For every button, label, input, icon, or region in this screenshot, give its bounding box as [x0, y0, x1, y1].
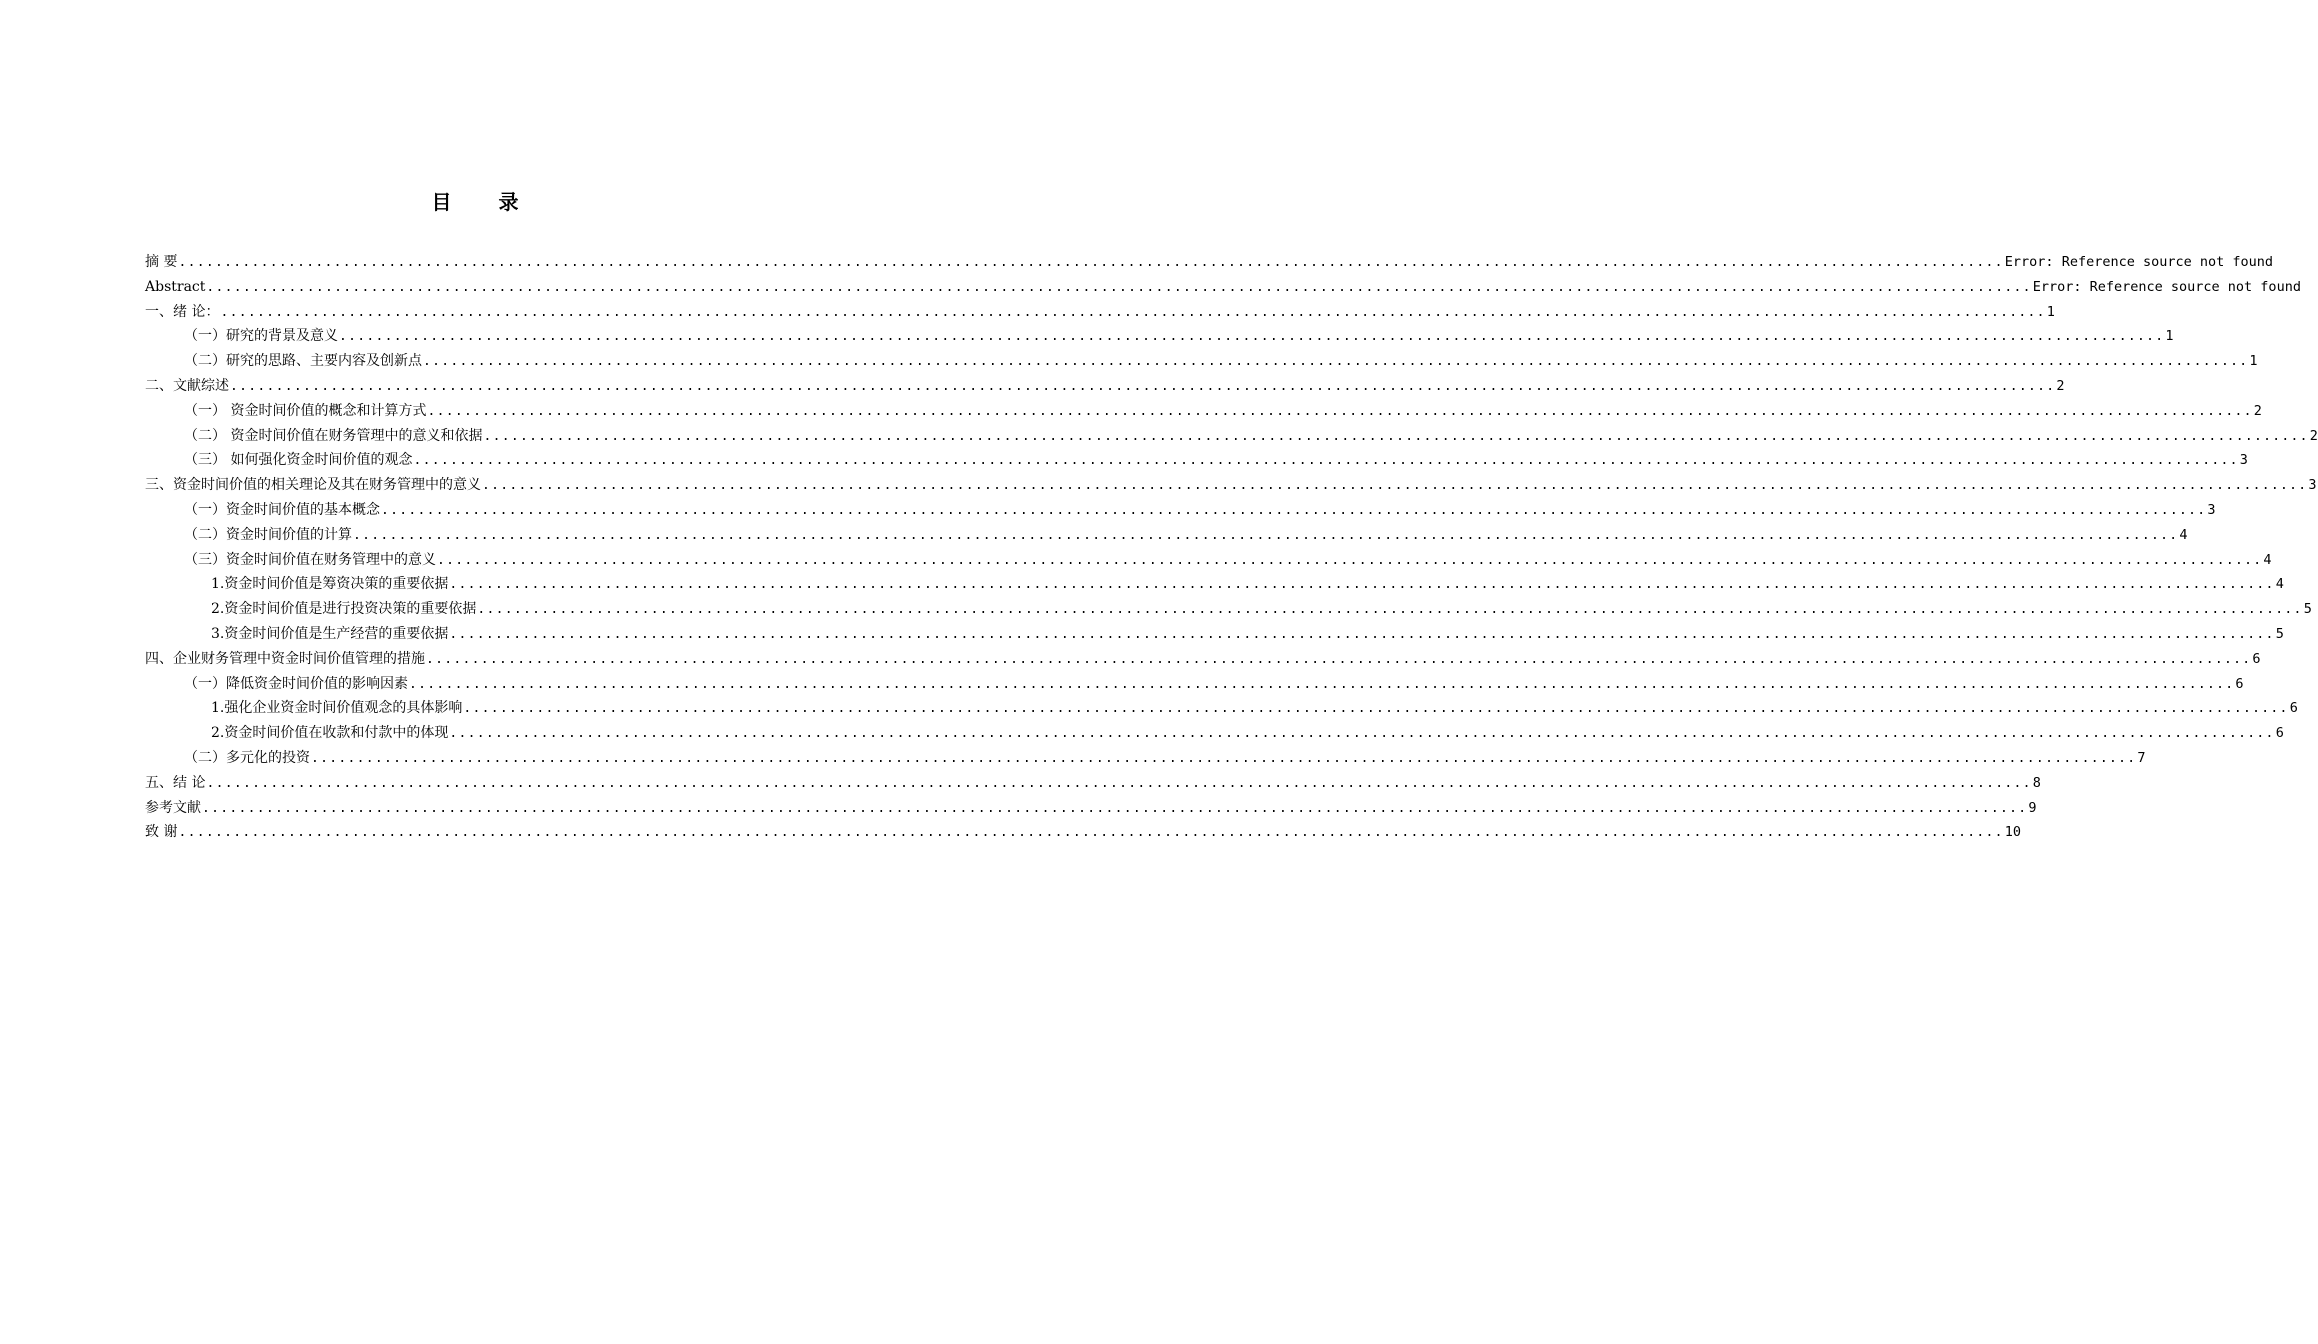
toc-entry-page-number: 6 [2235, 675, 2244, 692]
dot-leader: ........................................................................................................................................................................................................ [426, 651, 2252, 667]
dot-leader: ........................................................................................................................................................................................................ [449, 626, 2275, 642]
toc-entry-page-number: 10 [2004, 824, 2022, 841]
toc-entry-page-number: 3 [2308, 477, 2317, 494]
toc-entry[interactable] [145, 300, 2055, 325]
toc-entry[interactable] [145, 721, 2284, 746]
dot-leader: ........................................................................................................................................................................................................ [427, 403, 2253, 419]
toc-entry-page-number: 3 [2239, 452, 2248, 469]
toc-entry-page-number: 2 [2253, 402, 2262, 419]
dot-leader: ........................................................................................................................................................................................................ [423, 354, 2249, 370]
dot-leader: ........................................................................................................................................................................................................ [381, 502, 2207, 518]
dot-leader: ........................................................................................................................................................................................................ [230, 378, 2056, 394]
toc-entry[interactable] [145, 771, 2041, 796]
dot-leader: ........................................................................................................................................................................................................ [413, 453, 2239, 469]
toc-entry[interactable] [145, 275, 2301, 300]
toc-entry-title: 2.资金时间价值在收款和付款中的体现 [211, 725, 449, 742]
table-of-contents [145, 250, 2318, 845]
toc-entry-title: （二）研究的思路、主要内容及创新点 [184, 353, 422, 370]
toc-entry[interactable] [145, 572, 2284, 597]
toc-entry[interactable] [145, 746, 2146, 771]
toc-entry[interactable] [145, 324, 2174, 349]
toc-entry[interactable] [145, 820, 2022, 845]
toc-entry-page-number: 4 [2275, 576, 2284, 593]
dot-leader: ........................................................................................................................................................................................................ [311, 750, 2137, 766]
dot-leader: ........................................................................................................................................................................................................ [449, 726, 2275, 742]
dot-leader: ........................................................................................................................................................................................................ [206, 775, 2032, 791]
toc-entry[interactable] [145, 548, 2272, 573]
toc-entry-title: 致 谢 [145, 824, 178, 841]
toc-entry[interactable] [145, 424, 2318, 449]
dot-leader: ........................................................................................................................................................................................................ [437, 552, 2263, 568]
dot-leader: ........................................................................................................................................................................................................ [202, 800, 2028, 816]
toc-entry-title: 1.资金时间价值是筹资决策的重要依据 [211, 576, 449, 593]
toc-entry-title: （一）研究的背景及意义 [184, 328, 338, 345]
toc-entry[interactable] [145, 523, 2188, 548]
toc-entry-page-number: 1 [2165, 328, 2174, 345]
toc-entry-page-number: 4 [2179, 526, 2188, 543]
toc-entry-page-number: Error: Reference source not found [2004, 254, 2274, 270]
dot-leader: ........................................................................................................................................................................................................ [482, 478, 2308, 494]
toc-entry-title: 摘 要 [145, 254, 178, 270]
page-title: 目 录 [431, 190, 539, 214]
toc-entry-title: （二） 资金时间价值在财务管理中的意义和依据 [184, 427, 483, 444]
toc-entry[interactable] [145, 597, 2312, 622]
toc-entry[interactable] [145, 672, 2244, 697]
toc-entry-title: Abstract [145, 278, 206, 295]
toc-entry-page-number: 1 [2249, 353, 2258, 370]
dot-leader: ........................................................................................................................................................................................................ [449, 577, 2275, 593]
dot-leader: ........................................................................................................................................................................................................ [220, 304, 2046, 320]
toc-entry-page-number: 9 [2028, 799, 2037, 816]
toc-entry[interactable] [145, 349, 2258, 374]
toc-entry-page-number: 3 [2207, 501, 2216, 518]
toc-entry[interactable] [145, 399, 2262, 424]
toc-entry-page-number: 7 [2137, 749, 2146, 766]
toc-entry-title: 二、文献综述 [145, 377, 229, 394]
toc-entry-page-number: 1 [2046, 303, 2055, 320]
toc-entry-title: （二）多元化的投资 [184, 749, 310, 766]
dot-leader: ........................................................................................................................................................................................................ [178, 255, 2004, 270]
toc-entry-title: （一）资金时间价值的基本概念 [184, 501, 380, 518]
toc-entry[interactable] [145, 448, 2248, 473]
toc-entry[interactable] [145, 647, 2261, 672]
toc-entry-title: （三）资金时间价值在财务管理中的意义 [184, 551, 436, 568]
toc-entry-page-number: 2 [2309, 427, 2318, 444]
toc-entry[interactable] [145, 696, 2298, 721]
toc-entry-title: （二）资金时间价值的计算 [184, 526, 352, 543]
dot-leader: ........................................................................................................................................................................................................ [339, 329, 2165, 345]
toc-entry-title: 四、企业财务管理中资金时间价值管理的措施 [145, 650, 425, 667]
toc-entry-page-number: 6 [2252, 650, 2261, 667]
toc-entry-title: （一）降低资金时间价值的影响因素 [184, 675, 408, 692]
toc-entry-page-number: 5 [2303, 601, 2312, 618]
dot-leader: ........................................................................................................................................................................................................ [353, 527, 2179, 543]
toc-entry-title: 五、结 论 [145, 774, 206, 791]
dot-leader: ........................................................................................................................................................................................................ [477, 602, 2303, 618]
dot-leader: ........................................................................................................................................................................................................ [483, 428, 2309, 444]
toc-entry-page-number: 6 [2275, 725, 2284, 742]
toc-entry-title: 参考文献 [145, 799, 201, 816]
toc-entry[interactable] [145, 473, 2317, 498]
toc-entry-page-number: 5 [2275, 625, 2284, 642]
dot-leader: ........................................................................................................................................................................................................ [463, 701, 2289, 717]
toc-entry[interactable] [145, 374, 2065, 399]
toc-entry-title: （三） 如何强化资金时间价值的观念 [184, 452, 413, 469]
dot-leader: ........................................................................................................................................................................................................ [206, 279, 2032, 295]
toc-entry[interactable] [145, 498, 2216, 523]
toc-entry[interactable] [145, 250, 2274, 275]
dot-leader: ........................................................................................................................................................................................................ [178, 825, 2004, 841]
toc-entry-page-number: Error: Reference source not found [2032, 278, 2301, 295]
toc-entry-title: 一、绪 论： [145, 303, 220, 320]
toc-entry-page-number: 8 [2032, 774, 2041, 791]
toc-entry-title: （一） 资金时间价值的概念和计算方式 [184, 402, 427, 419]
dot-leader: ........................................................................................................................................................................................................ [409, 676, 2235, 692]
toc-entry-title: 3.资金时间价值是生产经营的重要依据 [211, 625, 449, 642]
toc-entry-page-number: 2 [2056, 377, 2065, 394]
toc-entry[interactable] [145, 796, 2037, 821]
toc-entry-page-number: 6 [2289, 700, 2298, 717]
toc-entry-title: 2.资金时间价值是进行投资决策的重要依据 [211, 601, 477, 618]
toc-entry-title: 1.强化企业资金时间价值观念的具体影响 [211, 700, 463, 717]
toc-entry-page-number: 4 [2263, 551, 2272, 568]
toc-entry[interactable] [145, 622, 2284, 647]
toc-entry-title: 三、资金时间价值的相关理论及其在财务管理中的意义 [145, 477, 481, 494]
